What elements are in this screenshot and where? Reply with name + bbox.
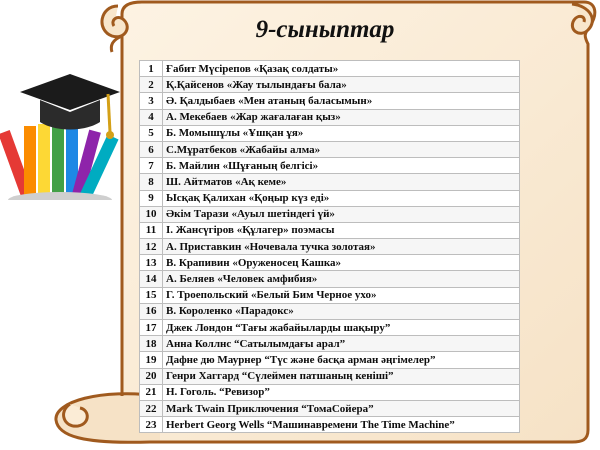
- row-number: 20: [140, 368, 163, 384]
- table-row: [140, 336, 520, 352]
- book-title-cell: Ә. Қалдыбаев «Мен атаның баласымын»: [163, 93, 520, 109]
- row-number: 17: [140, 320, 163, 336]
- row-number: 11: [140, 222, 163, 238]
- table-row: [140, 352, 520, 368]
- table-row: [140, 174, 520, 190]
- row-number: 7: [140, 158, 163, 174]
- reading-list-table: [139, 60, 520, 433]
- book-title-cell: І. Жансүгіров «Құлагер» поэмасы: [163, 222, 520, 238]
- row-number: 10: [140, 206, 163, 222]
- book-title-cell: Б. Майлин «Шұғаның белгісі»: [163, 158, 520, 174]
- book-title-cell: Б. Момышұлы «Ұшқан ұя»: [163, 125, 520, 141]
- table-row: [140, 417, 520, 433]
- row-number: 9: [140, 190, 163, 206]
- book-title-cell: Herbert Georg Wells “Машинавремени The Time Machine”: [163, 417, 520, 433]
- book-title-cell: Mark Twain Приключения “ТомаСойера”: [163, 400, 520, 416]
- table-row: [140, 109, 520, 125]
- book-title-cell: В. Короленко «Парадокс»: [163, 303, 520, 319]
- table-row: [140, 141, 520, 157]
- row-number: 4: [140, 109, 163, 125]
- book-title-cell: В. Крапивин «Оруженосец Кашка»: [163, 255, 520, 271]
- book-title-cell: А. Беляев «Человек амфибия»: [163, 271, 520, 287]
- book-title-cell: Г. Троепольский «Белый Бим Черное ухо»: [163, 287, 520, 303]
- book-title-cell: Ысқақ Қалихан «Қоңыр күз еді»: [163, 190, 520, 206]
- table-row: [140, 384, 520, 400]
- table-row: [140, 61, 520, 77]
- pencil-cup: [0, 124, 119, 200]
- book-title-cell: С.Мұратбеков «Жабайы алма»: [163, 141, 520, 157]
- book-title-cell: Генри Хаггард “Сүлеймен патшаның кеніші”: [163, 368, 520, 384]
- table-row: [140, 320, 520, 336]
- book-title-cell: А. Приставкин «Ночевала тучка золотая»: [163, 239, 520, 255]
- row-number: 6: [140, 141, 163, 157]
- table-row: [140, 158, 520, 174]
- table-row: [140, 93, 520, 109]
- table-row: [140, 271, 520, 287]
- book-title-cell: Ш. Айтматов «Ақ кеме»: [163, 174, 520, 190]
- row-number: 8: [140, 174, 163, 190]
- row-number: 3: [140, 93, 163, 109]
- row-number: 21: [140, 384, 163, 400]
- row-number: 16: [140, 303, 163, 319]
- row-number: 22: [140, 400, 163, 416]
- table-row: [140, 206, 520, 222]
- row-number: 13: [140, 255, 163, 271]
- book-title-cell: Ғабит Мүсірепов «Қазақ солдаты»: [163, 61, 520, 77]
- table-row: [140, 400, 520, 416]
- table-row: [140, 255, 520, 271]
- row-number: 14: [140, 271, 163, 287]
- table-row: [140, 190, 520, 206]
- row-number: 19: [140, 352, 163, 368]
- book-title-cell: Н. Гоголь. “Ревизор”: [163, 384, 520, 400]
- table-row: [140, 303, 520, 319]
- pencils-graduation-cap-illustration: [0, 40, 140, 200]
- book-title-cell: Дафне дю Маурнер “Түс және басқа арман әңгімелер”: [163, 352, 520, 368]
- table-row: [140, 222, 520, 238]
- book-title-cell: Қ.Қайсенов «Жау тылындағы бала»: [163, 77, 520, 93]
- book-title-cell: Анна Коллнс “Сатылымдағы арал”: [163, 336, 520, 352]
- book-title-cell: Әкім Тарази «Ауыл шетіндегі үй»: [163, 206, 520, 222]
- table-row: [140, 125, 520, 141]
- row-number: 15: [140, 287, 163, 303]
- row-number: 5: [140, 125, 163, 141]
- table-row: [140, 368, 520, 384]
- table-row: [140, 77, 520, 93]
- row-number: 1: [140, 61, 163, 77]
- table-row: [140, 287, 520, 303]
- row-number: 2: [140, 77, 163, 93]
- row-number: 12: [140, 239, 163, 255]
- book-title-cell: А. Мекебаев «Жар жағалаған қыз»: [163, 109, 520, 125]
- row-number: 18: [140, 336, 163, 352]
- table-row: [140, 239, 520, 255]
- book-title-cell: Джек Лондон “Тағы жабайыларды шақыру”: [163, 320, 520, 336]
- row-number: 23: [140, 417, 163, 433]
- page-title: 9-сыныптар: [255, 16, 395, 43]
